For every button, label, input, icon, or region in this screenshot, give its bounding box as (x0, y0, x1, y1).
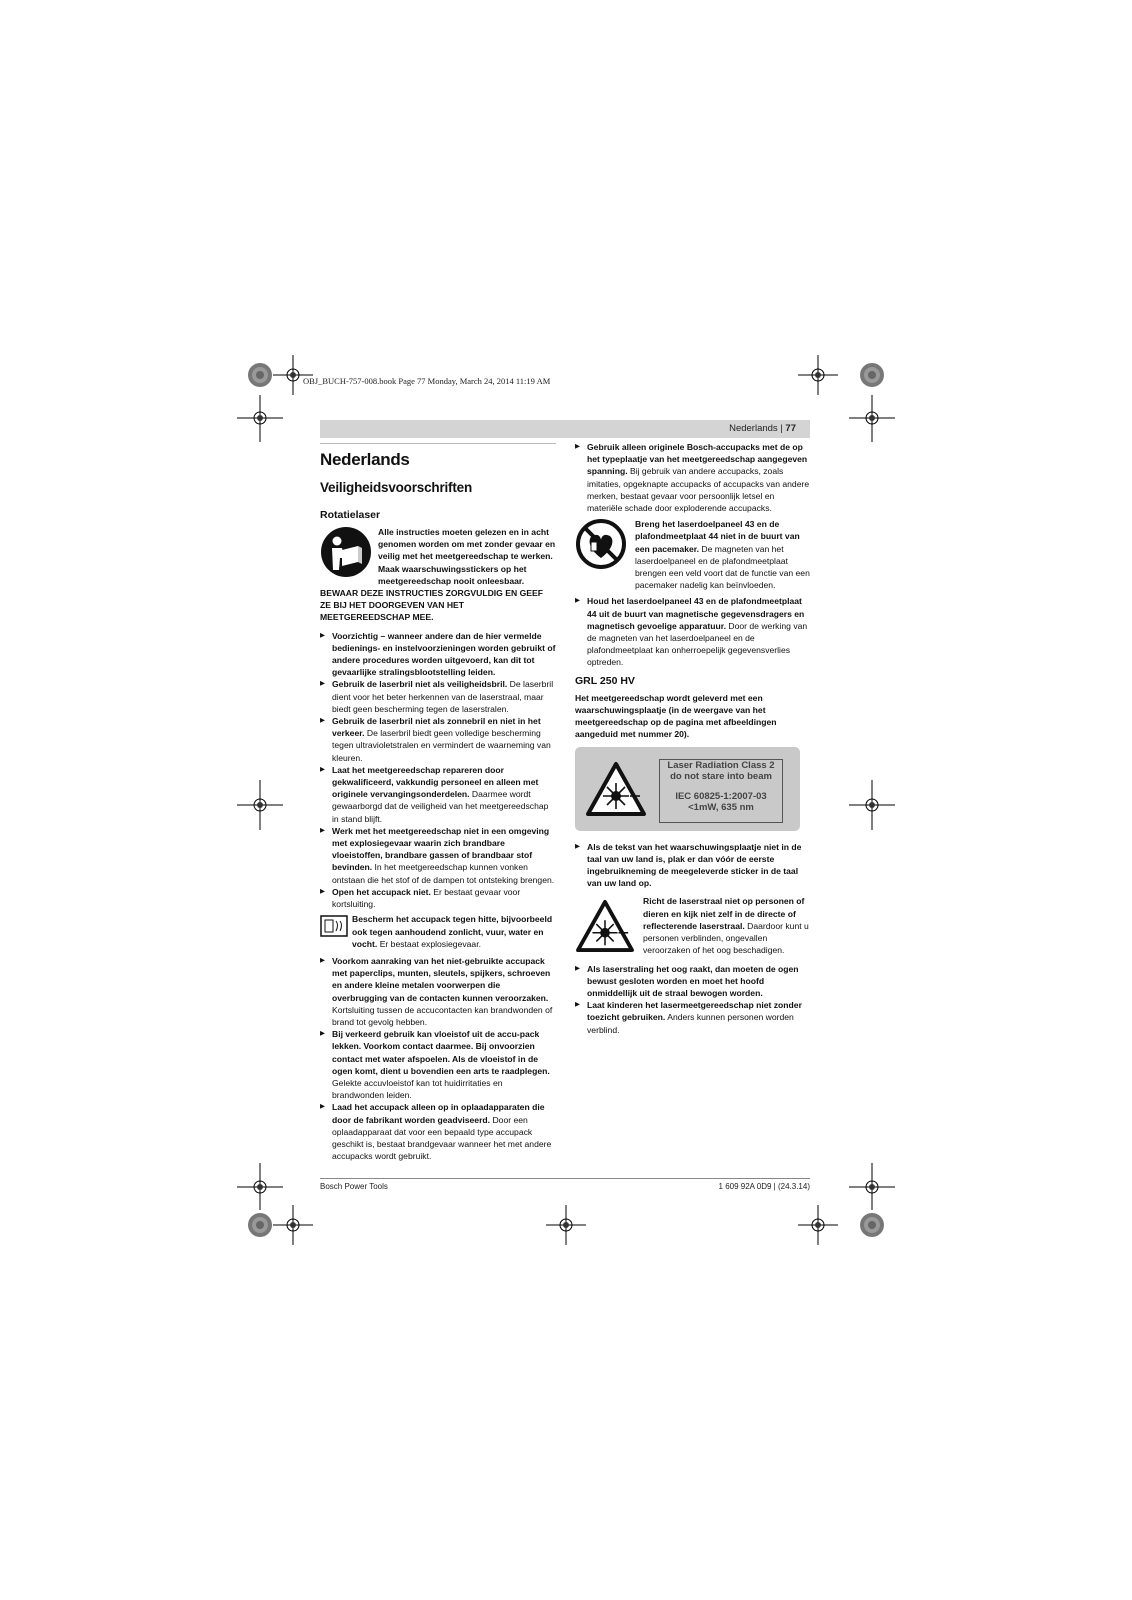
manual-icon (320, 526, 372, 578)
page-header-text (729, 423, 796, 434)
bullet-item (320, 955, 556, 1028)
right-column (575, 441, 810, 1036)
laser-hazard-icon (575, 899, 635, 953)
page-header (320, 420, 810, 438)
bullet-item (320, 825, 556, 886)
bullet-bold: Houd het laserdoelpaneel 43 en de plafondmeetplaat 44 uit de buurt van magnetische gegevensdragers en magnetisch gevoelige apparatuur. (587, 596, 805, 631)
bullet-item (320, 715, 556, 764)
header-rule (320, 443, 556, 444)
page-number: 77 (785, 423, 796, 434)
section-title: Veiligheidsvoorschriften (320, 480, 472, 495)
bullet-item (320, 630, 556, 679)
bullet-item (575, 595, 810, 668)
label-line-3: IEC 60825-1:2007-03 (675, 790, 767, 802)
bullet-text: Gelekte accuvloeistof kan tot huidirritaties en brandwonden leiden. (332, 1077, 503, 1101)
right-list-3 (575, 841, 810, 890)
pacemaker-prohibition-icon (575, 518, 627, 570)
subsection-grl: GRL 250 HV (575, 674, 635, 687)
right-list-2 (575, 595, 810, 668)
bullet-bold: Bij verkeerd gebruik kan vloeistof uit de accu-pack lekken. Voorkom contact daarmee. Bij onvoorzien contact met water afspoelen. Als de vloeistof in de ogen komt, dient u bovendien een arts te raadplegen. (332, 1029, 550, 1076)
header-sep: | (777, 423, 786, 434)
label-line-2: do not stare into beam (670, 771, 772, 783)
bullet-bold: Open het accupack niet. (332, 886, 431, 897)
bullet-bold: Voorkom aanraking van het niet-gebruikte accupack met paperclips, munten, sleutels, spijkers, schroeven en andere kleine metalen voorwerpen die overbrugging van de contacten kunnen veroorzaken. (332, 955, 551, 1003)
laser-warning-icon (585, 761, 647, 817)
bullet-item (575, 999, 810, 1036)
grl-intro: Het meetgereedschap wordt geleverd met een waarschuwingsplaatje (in de weergave van het meetgereedschap op de pagina met afbeeldingen aangeduid met nummer 20). (575, 692, 777, 740)
laser-label-text (659, 759, 783, 823)
label-line-1: Laser Radiation Class 2 (667, 759, 775, 771)
bullet-text: Er bestaat gevaar voor kortsluiting. (332, 886, 521, 910)
bullet-text: In het meetgereedschap kunnen vonken ontstaan die het stof of de dampen tot ontsteking brengen. (332, 862, 555, 885)
pacemaker-text-block (635, 518, 810, 591)
bullet-text: Bij gebruik van andere accupacks, zoals imitaties, opgeknapte accupacks of accupacks van andere merken, bestaat gevaar voor persoonlijk letsel en materiële schade door exploderende accupacks. (587, 466, 810, 514)
header-section: Nederlands (729, 423, 778, 434)
bullet-item (575, 841, 810, 890)
left-list-2 (320, 955, 556, 1162)
page-title: Nederlands (320, 450, 410, 469)
pacemaker-warning (575, 518, 810, 591)
print-slug: OBJ_BUCH-757-008.book Page 77 Monday, March 24, 2014 11:19 AM (303, 376, 551, 386)
left-list-1 (320, 630, 556, 911)
laser-beam-text-block (643, 895, 810, 956)
pacemaker-bold: Breng het laserdoelpaneel 43 en de plafondmeetplaat 44 niet in de buurt van een pacemaker. (635, 519, 800, 554)
laser-warning-label (575, 747, 800, 831)
bullet-text: De laserbril dient voor het beter herkennen van de laserstraal, maar biedt geen bescherming tegen de laserstralen. (332, 679, 554, 714)
heat-text: Er bestaat explosiegevaar. (377, 938, 481, 949)
bullet-bold: Laad het accupack alleen op in oplaadapparaten die door de fabrikant worden geadviseerd. (332, 1102, 545, 1125)
bullet-text: Daarmee wordt gewaarborgd dat de veiligheid van het meetgereedschap in stand blijft. (332, 789, 549, 824)
bullet-bold: Gebruik de laserbril niet als zonnebril en niet in het verkeer. (332, 716, 541, 739)
intro-text: Alle instructies moeten gelezen en in acht genomen worden om met zonder gevaar en veilig met het meetgereedschap te werken. Maak waarschuwingsstickers op het meetgereedschap nooit onleesbaar. BEWAAR DEZE INSTRUCTIES ZORGVULDIG EN GEEF ZE BIJ HET DOORGEVEN VAN HET MEETGEREEDSCHAP MEE. (320, 527, 556, 623)
heat-bold: Bescherm het accupack tegen hitte, bijvoorbeeld ook tegen aanhoudend zonlicht, vuur, water en vocht. (352, 914, 553, 949)
bullet-bold: Laat het meetgereedschap repareren door gekwalificeerd, vakkundig personeel en alleen met originele vervangingsonderdelen. (332, 764, 539, 800)
bullet-bold: Gebruik de laserbril niet als veiligheidsbril. (332, 679, 508, 690)
laser-beam-warning (575, 895, 810, 956)
bullet-item (320, 1028, 556, 1101)
laser-warn-bold: Richt de laserstraal niet op personen of dieren en kijk niet zelf in de directe of reflecterende laserstraal. (643, 896, 805, 931)
bullet-text: Door de werking van de magneten van het laserdoelpaneel en de plafondmeetplaat kan onherroepelijk gegevensverlies optreden. (587, 620, 808, 668)
battery-heat-icon (320, 915, 348, 937)
bullet-text: De laserbril biedt geen volledige bescherming tegen ultravioletstralen en vermindert de waarneming van kleuren. (332, 728, 551, 763)
pacemaker-text: De magneten van het laserdoelpaneel en de plafondmeetplaat brengen een veld voort dat de functie van een pacemaker nadelig kan beïnvloeden. (635, 543, 810, 591)
bullet-bold: Gebruik alleen originele Bosch-accupacks met de op het typeplaatje van het meetgereedschap aangegeven spanning. (587, 442, 808, 477)
laser-warn-text: Daardoor kunt u personen verblinden, ongevallen veroorzaken of het oog beschadigen. (643, 920, 809, 956)
bullet-item (320, 678, 556, 715)
bullet-bold: Als de tekst van het waarschuwingsplaatje niet in de taal van uw land is, plak er dan vóór de eerste ingebruikneming de meegeleverde sticker in de taal van uw land op. (587, 841, 802, 889)
bullet-bold: Werk met het meetgereedschap niet in een omgeving met explosiegevaar waarin zich brandbare vloeistoffen, brandbare gassen of brandbaar stof bevinden. (332, 825, 550, 873)
bullet-bold: Voorzichtig – wanneer andere dan de hier vermelde bedienings- en instelvoorzieningen worden gebruikt of andere procedures worden uitgevoerd, kan dit tot gevaarlijke stralingsblootstelling leiden. (332, 630, 556, 678)
right-list-4 (575, 963, 810, 1036)
footer-right: 1 609 92A 0D9 | (24.3.14) (718, 1182, 810, 1191)
right-list-1 (575, 441, 810, 514)
bullet-item (320, 764, 556, 825)
bullet-item (575, 963, 810, 1000)
bullet-item (320, 1101, 556, 1162)
bullet-bold: Als laserstraling het oog raakt, dan moeten de ogen bewust gesloten worden en moet het hoofd onmiddellijk uit de straal bewogen worden. (587, 963, 799, 998)
bullet-text: Door een oplaadapparaat dat voor een bepaald type accupack geschikt is, bestaat brandgevaar wanneer het met andere accupacks wordt gebruikt. (332, 1114, 552, 1162)
bullet-item (320, 886, 556, 910)
left-column (320, 526, 556, 1162)
heat-warning (320, 913, 556, 950)
subsection-rotatielaser: Rotatielaser (320, 509, 381, 521)
bullet-text: Anders kunnen personen worden verblind. (587, 1012, 794, 1035)
bullet-text: Kortsluiting tussen de accucontacten kan brandwonden of brand tot gevolg hebben. (332, 1004, 553, 1027)
bullet-bold: Laat kinderen het lasermeetgereedschap niet zonder toezicht gebruiken. (587, 1000, 802, 1023)
footer-rule (320, 1178, 810, 1179)
label-line-4: <1mW, 635 nm (688, 802, 754, 814)
bullet-item (575, 441, 810, 514)
footer-left: Bosch Power Tools (320, 1182, 388, 1191)
